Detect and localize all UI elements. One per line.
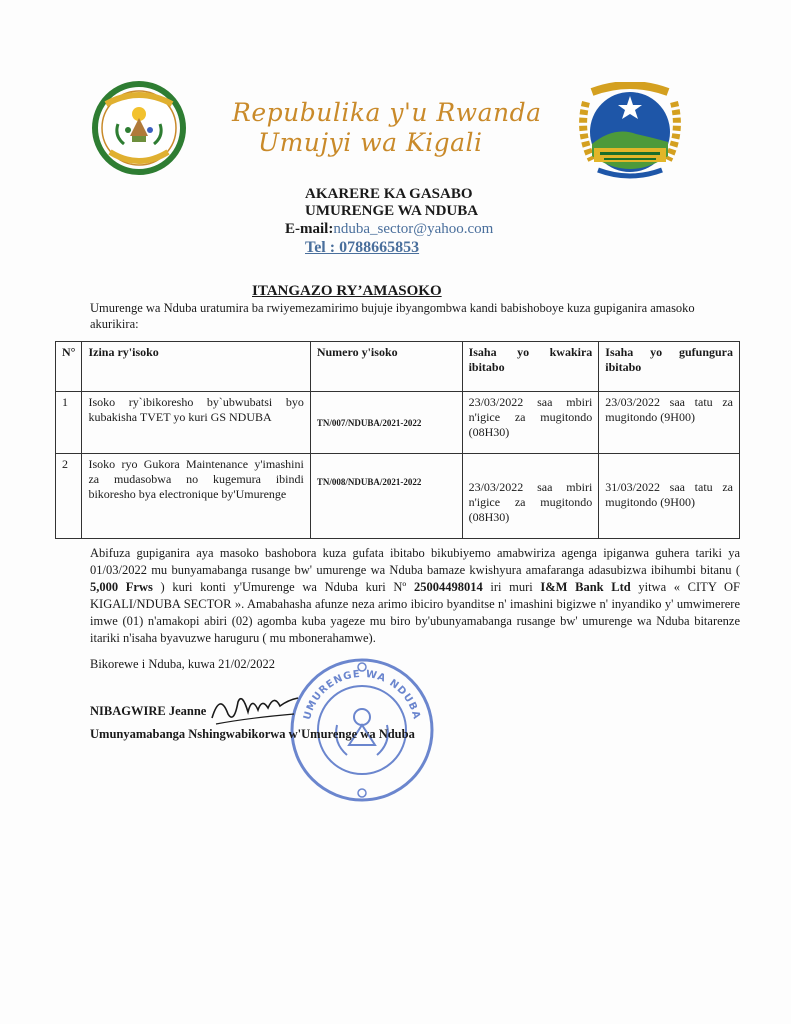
body-text: iri muri (482, 580, 541, 594)
signatory-title: Umunyamabanga Nshingwabikorwa w'Umurenge wa Nduba (90, 727, 415, 741)
notice-intro: Umurenge wa Nduba uratumira ba rwiyemezamirimo bujuje ibyangombwa kandi babishoboye kuza gupiganira amasoko akurikira: (90, 301, 695, 331)
row-no: 1 (56, 392, 82, 454)
email-label: E-mail: (285, 221, 334, 237)
col-header-receive: Isaha yo kwakira ibitabo (462, 342, 599, 392)
signatory-name: NIBAGWIRE Jeanne (90, 704, 207, 718)
col-header-name: Izina ry'isoko (82, 342, 310, 392)
row-number (310, 392, 462, 454)
body-text: ) kuri konti y'Umurenge wa Nduba kuri Nº (160, 580, 414, 594)
body-text: Abifuza gupiganira aya masoko bashobora kuza gufata ibitabo bikubiyemo amabwiriza agenga ipiganwa guhera tariki ya 01/03/2022 mu bunyamabanga rusange bw' umurenge wa Nduba bamaze kwishyura amafaranga adasubizwa ibihumbi bitanu ( (90, 546, 740, 577)
row-name: Isoko ry`ibikoresho by`ubwubatsi byo kubakisha TVET yo kuri GS NDUBA (82, 392, 310, 454)
email-line (285, 220, 493, 239)
tender-number: TN/007/NDUBA/2021-2022 (316, 417, 422, 428)
bank-name: I&M Bank Ltd (540, 580, 631, 594)
row-open: 31/03/2022 saa tatu za mugitondo (9H00) (599, 454, 740, 539)
stamp-text: UMURENGE WA NDUBA (301, 668, 423, 722)
rwanda-coat-of-arms-icon (86, 78, 192, 178)
fee-amount: 5,000 Frws (90, 580, 153, 594)
table-row (56, 392, 740, 454)
tender-number: TN/008/NDUBA/2021-2022 (316, 477, 422, 487)
table-header-row (56, 342, 740, 392)
row-number (310, 454, 462, 539)
sector-name: UMURENGE WA NDUBA (305, 203, 479, 219)
col-header-number: Numero y'isoko (310, 342, 462, 392)
telephone: Tel : 0788665853 (305, 239, 420, 256)
account-number: 25004498014 (413, 580, 483, 594)
body-text: yitwa « CITY OF KIGALI/NDUBA SECTOR ». Amabahasha afunze neza arimo ibiciro byanditse n' imashini bigizwe n' inyandiko y' umwimerere imwe (01) n'amakopi abiri (02) agomba kuba yageze mu biro by'ubunyamabanga rusange bw' umurenge wa Nduba bitarenze itariki n'isaha byavuzwe haruguru ( mu mbonerahamwe). (90, 580, 741, 645)
notice-title: ITANGAZO RY’AMASOKO (252, 283, 442, 299)
republic-heading (232, 98, 542, 158)
table-row (56, 454, 740, 539)
col-header-no: N° (56, 342, 82, 392)
row-receive: 23/03/2022 saa mbiri n'igice za mugitondo (08H30) (462, 454, 599, 539)
notice-body (90, 545, 740, 647)
row-receive: 23/03/2022 saa mbiri n'igice za mugitondo (08H30) (462, 392, 599, 454)
row-no: 2 (56, 454, 82, 539)
email-link[interactable]: nduba_sector@yahoo.com (333, 221, 494, 237)
place-date: Bikorewe i Nduba, kuwa 21/02/2022 (90, 657, 276, 671)
republic-line-1: Repubulika y'u Rwanda (232, 98, 542, 127)
tenders-table (55, 341, 740, 539)
city-of-kigali-logo-icon (574, 82, 686, 182)
row-name: Isoko ryo Gukora Maintenance y'imashini za mudasobwa no kugemura ibindi bikoresho bya electronique by'Umurenge (82, 454, 310, 539)
signature-icon (208, 684, 308, 732)
svg-text:UMURENGE WA NDUBA (302, 669, 422, 721)
row-open: 23/03/2022 saa tatu za mugitondo (9H00) (599, 392, 740, 454)
district-name: AKARERE KA GASABO (305, 186, 473, 202)
republic-line-2: Umujyi wa Kigali (258, 128, 483, 157)
col-header-open: Isaha yo gufungura ibitabo (599, 342, 740, 392)
